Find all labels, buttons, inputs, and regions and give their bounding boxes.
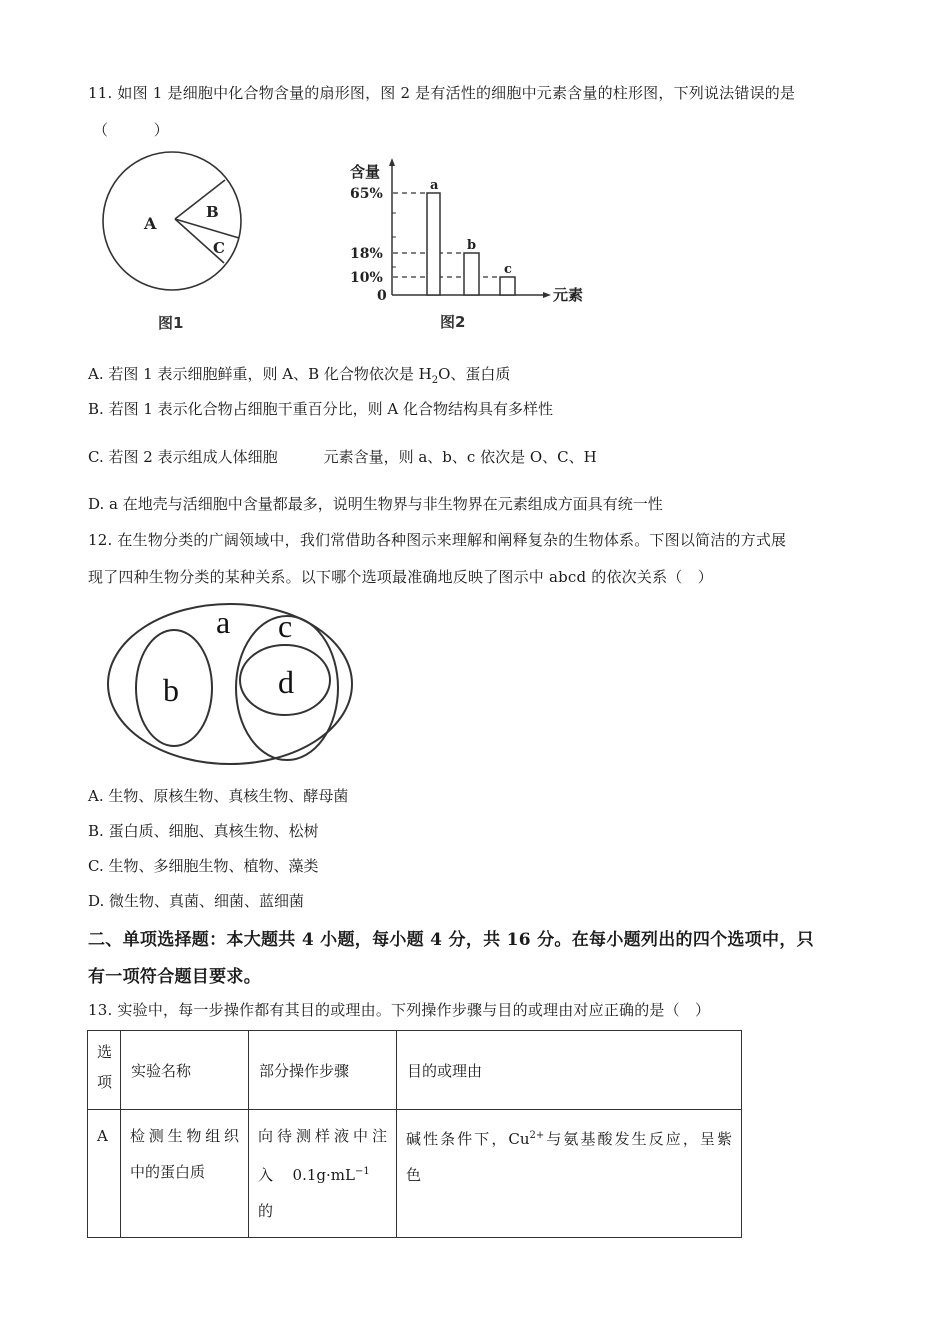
x-axis-label: 元素	[553, 286, 584, 304]
q12-stem-line-2: 现了四种生物分类的某种关系。以下哪个选项最准确地反映了图示中 abcd 的依次关系（ ）	[88, 568, 713, 586]
figure-1-caption: 图1	[158, 314, 184, 332]
figure-2-bar-chart	[340, 155, 610, 340]
q11-option-c: C. 若图 2 表示组成人体细胞 元素含量，则 a、b、c 依次是 O、C、H	[88, 448, 597, 466]
y-axis-arrow-icon	[389, 158, 395, 166]
q12-option-c: C. 生物、多细胞生物、植物、藻类	[88, 857, 319, 875]
pie-label-b: B	[206, 203, 219, 221]
venn-label-b: b	[163, 672, 179, 708]
bar-a	[427, 193, 440, 295]
q11-stem: 11. 如图 1 是细胞中化合物含量的扇形图，图 2 是有活性的细胞中元素含量的柱形图，下列说法错误的是	[88, 84, 796, 102]
bar-label-a: a	[430, 178, 439, 193]
cell-steps: 向待测样液中注 入 $0.1g\cdot mL^{-1}$ 的	[249, 1110, 397, 1238]
q12-stem-line-1: 12. 在生物分类的广阔领域中，我们常借助各种图示来理解和阐释复杂的生物体系。下图以简洁的方式展	[88, 531, 787, 549]
pie-label-a: A	[144, 214, 157, 233]
y-axis-label: 含量	[350, 163, 381, 181]
y-tick-10: 10%	[350, 270, 383, 286]
header-option: 选 项	[88, 1031, 121, 1110]
q11-option-a: A. 若图 1 表示细胞鲜重，则 A、B 化合物依次是 $H_2O$、蛋白质	[88, 365, 511, 386]
header-reason: 目的或理由	[397, 1031, 742, 1110]
table-header-row	[88, 1031, 742, 1110]
figure-1-pie-chart	[95, 145, 265, 340]
bar-label-c: c	[504, 262, 512, 277]
bar-label-b: b	[467, 238, 477, 253]
section-2-heading-line-1: 二、单项选择题：本大题共 4 小题，每小题 4 分，共 16 分。在每小题列出的四个选项中，只	[88, 930, 814, 950]
cell-reason: 碱性条件下，$Cu^{2+}$与氨基酸发生反应，呈紫 色	[397, 1110, 742, 1238]
header-experiment-name: 实验名称	[121, 1031, 249, 1110]
q11-answer-blank: （ ）	[93, 121, 170, 139]
q13-stem: 13. 实验中，每一步操作都有其目的或理由。下列操作步骤与目的或理由对应正确的是（ ）	[88, 1001, 711, 1019]
q12-option-b: B. 蛋白质、细胞、真核生物、松树	[88, 822, 319, 840]
bar-c	[500, 277, 515, 295]
bar-b	[464, 253, 479, 295]
venn-label-d: d	[278, 664, 294, 700]
q11-option-d: D. a 在地壳与活细胞中含量都最多，说明生物界与非生物界在元素组成方面具有统一性	[88, 495, 663, 513]
pie-label-c: C	[213, 239, 225, 257]
q12-option-a: A. 生物、原核生物、真核生物、酵母菌	[88, 787, 349, 805]
cell-experiment-name: 检测生物组织 中的蛋白质	[121, 1110, 249, 1238]
cell-option: A	[88, 1110, 121, 1238]
venn-label-a: a	[216, 604, 231, 640]
y-tick-0: 0	[377, 288, 387, 304]
q12-option-d: D. 微生物、真菌、细菌、蓝细菌	[88, 892, 305, 910]
q11-option-b: B. 若图 1 表示化合物占细胞干重百分比，则 A 化合物结构具有多样性	[88, 400, 554, 418]
section-2-heading-line-2: 有一项符合题目要求。	[88, 967, 261, 987]
table-row	[88, 1110, 742, 1238]
experiment-table	[87, 1030, 742, 1238]
figure-2-caption: 图2	[440, 313, 466, 331]
y-tick-18: 18%	[350, 246, 383, 262]
venn-diagram	[100, 597, 370, 767]
venn-label-c: c	[278, 608, 293, 644]
x-axis-arrow-icon	[543, 292, 551, 298]
header-steps: 部分操作步骤	[249, 1031, 397, 1110]
y-tick-65: 65%	[350, 186, 383, 202]
